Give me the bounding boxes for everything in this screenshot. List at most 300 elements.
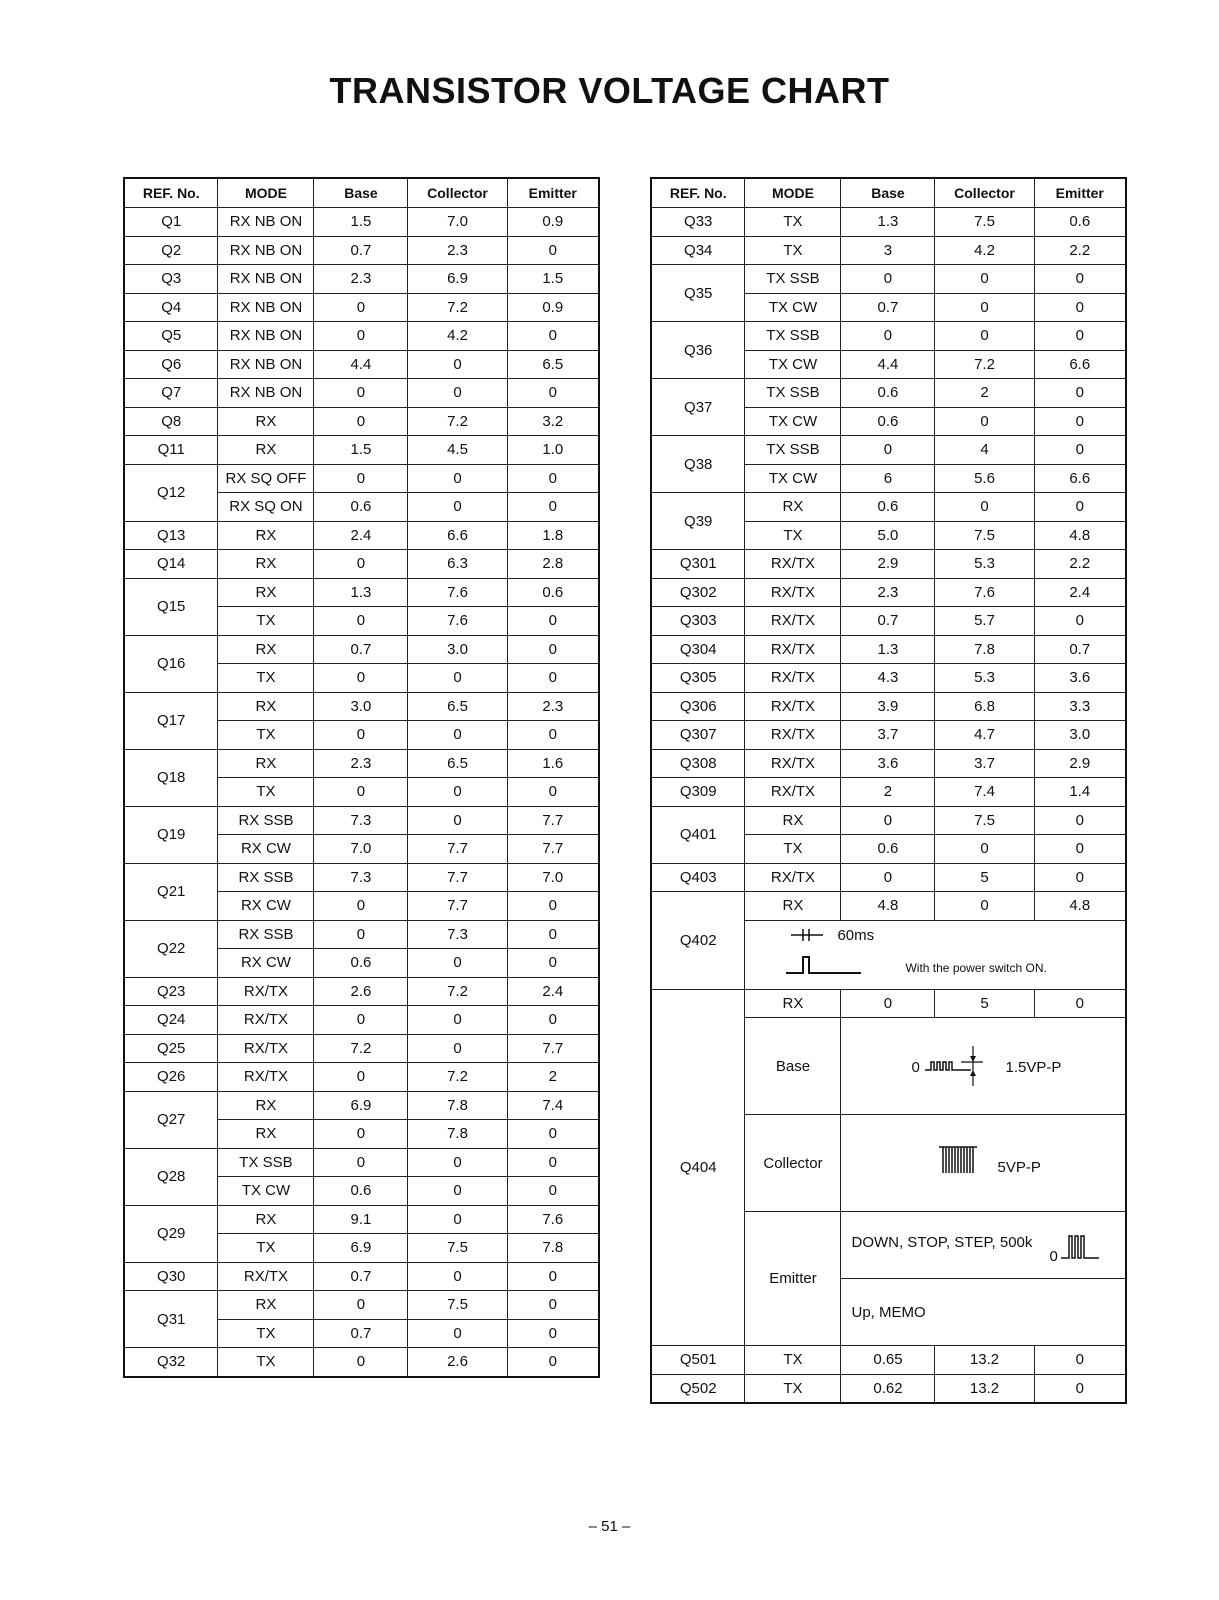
base-cell: 1.5 — [314, 208, 408, 237]
emitter-cell: 0 — [1034, 835, 1126, 864]
mode-cell: TX — [745, 521, 841, 550]
emitter-cell: 0.6 — [1034, 208, 1126, 237]
ref-cell: Q30 — [124, 1262, 218, 1291]
base-cell: 0.6 — [841, 407, 935, 436]
table-row — [124, 1205, 599, 1234]
emitter-cell: 0 — [507, 778, 599, 807]
collector-wave-cell — [841, 1115, 1126, 1212]
table-row — [651, 806, 1126, 835]
emitter-line2: Up, MEMO — [841, 1279, 1126, 1346]
collector-cell: 5 — [935, 989, 1034, 1018]
mode-cell: RX SSB — [218, 920, 314, 949]
table-header-row — [651, 178, 1126, 208]
emitter-cell: 0 — [507, 1348, 599, 1377]
base-cell: 0.7 — [314, 1262, 408, 1291]
collector-cell: 6.5 — [408, 692, 507, 721]
base-cell: 0 — [314, 920, 408, 949]
header-mode: MODE — [745, 178, 841, 208]
emitter-label: Emitter — [745, 1212, 841, 1346]
emitter-cell: 0 — [507, 493, 599, 522]
mode-cell: RX SQ OFF — [218, 464, 314, 493]
mode-cell: RX/TX — [745, 778, 841, 807]
base-cell: 2.9 — [841, 550, 935, 579]
table-row — [124, 578, 599, 607]
collector-cell: 7.2 — [935, 350, 1034, 379]
mode-cell: TX — [745, 835, 841, 864]
emitter-cell: 3.0 — [1034, 721, 1126, 750]
mode-cell: RX — [218, 1205, 314, 1234]
table-row — [651, 749, 1126, 778]
emitter-cell: 0.9 — [507, 208, 599, 237]
base-cell: 0.65 — [841, 1346, 935, 1375]
collector-cell: 7.8 — [408, 1120, 507, 1149]
base-cell: 0 — [841, 436, 935, 465]
pulse-cell — [745, 920, 1126, 989]
ref-cell: Q21 — [124, 863, 218, 920]
mode-cell: TX SSB — [745, 436, 841, 465]
base-cell: 6 — [841, 464, 935, 493]
ref-cell: Q4 — [124, 293, 218, 322]
collector-cell: 0 — [408, 1148, 507, 1177]
collector-cell: 6.5 — [408, 749, 507, 778]
emitter-cell: 1.4 — [1034, 778, 1126, 807]
collector-cell: 0 — [408, 1205, 507, 1234]
emitter-cell: 0 — [1034, 265, 1126, 294]
base-cell: 0 — [314, 407, 408, 436]
base-cell: 0 — [314, 1063, 408, 1092]
mode-cell: TX — [745, 208, 841, 237]
emitter-cell: 0.7 — [1034, 635, 1126, 664]
mode-cell: TX — [745, 1374, 841, 1403]
collector-cell: 6.6 — [408, 521, 507, 550]
table-row — [124, 293, 599, 322]
base-cell: 0 — [314, 607, 408, 636]
collector-cell: 5 — [935, 863, 1034, 892]
emitter-line1: DOWN, STOP, STEP, 500k — [851, 1234, 1033, 1251]
table-row — [124, 1034, 599, 1063]
emitter-cell: 0 — [507, 949, 599, 978]
collector-cell: 3.7 — [935, 749, 1034, 778]
base-cell: 2.3 — [314, 749, 408, 778]
mode-cell: RX CW — [218, 949, 314, 978]
emitter-cell: 0 — [1034, 1374, 1126, 1403]
mode-cell: RX/TX — [745, 607, 841, 636]
mode-cell: TX CW — [745, 293, 841, 322]
header-mode: MODE — [218, 178, 314, 208]
emitter-waveform-icon — [1059, 1230, 1103, 1266]
base-cell: 1.3 — [841, 635, 935, 664]
base-cell: 5.0 — [841, 521, 935, 550]
mode-cell: RX — [218, 749, 314, 778]
collector-cell: 7.5 — [935, 806, 1034, 835]
header-emitter: Emitter — [507, 178, 599, 208]
mode-cell: RX NB ON — [218, 322, 314, 351]
table-row — [651, 1374, 1126, 1403]
emitter-cell: 1.0 — [507, 436, 599, 465]
mode-cell: TX CW — [218, 1177, 314, 1206]
ref-cell: Q15 — [124, 578, 218, 635]
emitter-line1-cell — [841, 1212, 1126, 1279]
ref-cell: Q307 — [651, 721, 745, 750]
mode-cell: RX — [218, 1291, 314, 1320]
collector-cell: 2 — [935, 379, 1034, 408]
base-cell: 3.7 — [841, 721, 935, 750]
mode-cell: RX/TX — [218, 1034, 314, 1063]
emitter-cell: 0 — [507, 1148, 599, 1177]
table-header-row — [124, 178, 599, 208]
ref-cell: Q303 — [651, 607, 745, 636]
table-row — [651, 550, 1126, 579]
table-row — [651, 692, 1126, 721]
base-wave-label: 1.5VP-P — [1005, 1059, 1062, 1076]
ref-cell: Q12 — [124, 464, 218, 521]
emitter-cell: 0.6 — [507, 578, 599, 607]
ref-cell: Q22 — [124, 920, 218, 977]
table-row — [124, 977, 599, 1006]
collector-cell: 0 — [408, 493, 507, 522]
mode-cell: RX SSB — [218, 806, 314, 835]
table-row — [124, 236, 599, 265]
collector-cell: 7.5 — [935, 521, 1034, 550]
collector-label: Collector — [745, 1115, 841, 1212]
table-row — [124, 1091, 599, 1120]
ref-cell: Q33 — [651, 208, 745, 237]
mode-cell: RX — [218, 550, 314, 579]
collector-waveform-icon — [937, 1143, 997, 1183]
table-row — [651, 379, 1126, 408]
voltage-table-left — [123, 177, 600, 1378]
base-cell: 1.3 — [314, 578, 408, 607]
base-cell: 0.7 — [314, 1319, 408, 1348]
collector-cell: 3.0 — [408, 635, 507, 664]
mode-cell: RX SSB — [218, 863, 314, 892]
ref-cell: Q306 — [651, 692, 745, 721]
collector-cell: 0 — [408, 721, 507, 750]
table-row — [124, 1291, 599, 1320]
base-cell: 0 — [314, 778, 408, 807]
emitter-cell: 0 — [507, 1177, 599, 1206]
base-cell: 0.6 — [841, 835, 935, 864]
mode-cell: RX — [218, 1120, 314, 1149]
mode-cell: RX NB ON — [218, 236, 314, 265]
emitter-cell: 3.6 — [1034, 664, 1126, 693]
table-row — [651, 322, 1126, 351]
emitter-cell: 2.3 — [507, 692, 599, 721]
ref-cell: Q305 — [651, 664, 745, 693]
collector-cell: 7.2 — [408, 977, 507, 1006]
mode-cell: RX/TX — [745, 664, 841, 693]
table-row — [124, 1262, 599, 1291]
mode-cell: TX — [218, 607, 314, 636]
collector-wave-label: 5VP-P — [997, 1159, 1041, 1176]
ref-cell: Q19 — [124, 806, 218, 863]
base-cell: 0 — [314, 1120, 408, 1149]
base-cell: 3 — [841, 236, 935, 265]
ref-cell: Q39 — [651, 493, 745, 550]
emitter-cell: 0 — [507, 920, 599, 949]
page-number: – 51 – — [588, 1518, 631, 1535]
collector-cell: 0 — [408, 1034, 507, 1063]
table-body-right — [651, 208, 1126, 892]
mode-cell: RX — [745, 892, 841, 921]
ref-cell: Q301 — [651, 550, 745, 579]
mode-cell: RX/TX — [745, 635, 841, 664]
mode-cell: TX SSB — [218, 1148, 314, 1177]
emitter-cell: 7.8 — [507, 1234, 599, 1263]
emitter-cell: 4.8 — [1034, 521, 1126, 550]
emitter-cell: 1.8 — [507, 521, 599, 550]
base-cell: 0.6 — [314, 493, 408, 522]
ref-cell: Q302 — [651, 578, 745, 607]
emitter-cell: 0 — [1034, 407, 1126, 436]
emitter-cell: 0 — [1034, 863, 1126, 892]
base-waveform-icon — [923, 1040, 1003, 1090]
header-collector: Collector — [408, 178, 507, 208]
table-row — [651, 721, 1126, 750]
emitter-cell: 1.5 — [507, 265, 599, 294]
q404-block — [651, 989, 1126, 1346]
ref-cell: Q18 — [124, 749, 218, 806]
base-cell: 4.4 — [314, 350, 408, 379]
table-row — [651, 436, 1126, 465]
ref-cell: Q14 — [124, 550, 218, 579]
base-cell: 0 — [314, 379, 408, 408]
ref-cell: Q5 — [124, 322, 218, 351]
emitter-cell: 0 — [1034, 1346, 1126, 1375]
base-cell: 2.3 — [841, 578, 935, 607]
table-row — [651, 635, 1126, 664]
table-row — [651, 208, 1126, 237]
collector-cell: 13.2 — [935, 1346, 1034, 1375]
voltage-table-right — [650, 177, 1127, 1404]
emitter-cell: 0 — [507, 1262, 599, 1291]
mode-cell: TX — [218, 721, 314, 750]
collector-cell: 7.5 — [408, 1234, 507, 1263]
base-cell: 2.4 — [314, 521, 408, 550]
collector-cell: 4 — [935, 436, 1034, 465]
collector-cell: 0 — [408, 1262, 507, 1291]
collector-cell: 0 — [935, 835, 1034, 864]
emitter-cell: 0 — [1034, 322, 1126, 351]
collector-cell: 6.9 — [408, 265, 507, 294]
collector-cell: 2.6 — [408, 1348, 507, 1377]
header-ref: REF. No. — [651, 178, 745, 208]
mode-cell: RX/TX — [218, 1006, 314, 1035]
table-row — [651, 664, 1126, 693]
collector-cell: 7.2 — [408, 1063, 507, 1092]
collector-cell: 0 — [408, 1006, 507, 1035]
base-cell: 7.3 — [314, 806, 408, 835]
collector-cell: 7.4 — [935, 778, 1034, 807]
base-cell: 0.6 — [314, 1177, 408, 1206]
header-collector: Collector — [935, 178, 1034, 208]
emitter-cell: 2.4 — [507, 977, 599, 1006]
emitter-cell: 0 — [507, 1319, 599, 1348]
ref-cell: Q502 — [651, 1374, 745, 1403]
ref-cell: Q26 — [124, 1063, 218, 1092]
table-row — [124, 1063, 599, 1092]
mode-cell: RX — [745, 493, 841, 522]
mode-cell: RX — [218, 407, 314, 436]
emitter-cell: 0 — [507, 379, 599, 408]
base-cell: 0 — [314, 892, 408, 921]
base-cell: 1.3 — [841, 208, 935, 237]
base-cell: 3.9 — [841, 692, 935, 721]
collector-cell: 7.6 — [408, 607, 507, 636]
collector-cell: 5.6 — [935, 464, 1034, 493]
collector-cell: 7.7 — [408, 892, 507, 921]
collector-cell: 0 — [408, 1319, 507, 1348]
mode-cell: RX NB ON — [218, 379, 314, 408]
mode-cell: RX/TX — [745, 550, 841, 579]
collector-cell: 6.8 — [935, 692, 1034, 721]
collector-cell: 0 — [935, 892, 1034, 921]
base-cell: 0 — [314, 322, 408, 351]
emitter-cell: 3.3 — [1034, 692, 1126, 721]
mode-cell: RX — [745, 806, 841, 835]
table-row — [124, 265, 599, 294]
table-row — [124, 350, 599, 379]
collector-cell: 5.3 — [935, 664, 1034, 693]
header-base: Base — [841, 178, 935, 208]
table-row — [651, 863, 1126, 892]
mode-cell: RX/TX — [745, 721, 841, 750]
base-cell: 4.8 — [841, 892, 935, 921]
emitter-cell: 3.2 — [507, 407, 599, 436]
table-row — [651, 1346, 1126, 1375]
table-row — [124, 322, 599, 351]
ref-cell: Q403 — [651, 863, 745, 892]
ref-cell: Q25 — [124, 1034, 218, 1063]
base-cell: 7.0 — [314, 835, 408, 864]
table-row — [124, 379, 599, 408]
base-cell: 0 — [314, 664, 408, 693]
table-row — [124, 749, 599, 778]
table-row — [124, 208, 599, 237]
base-cell: 0 — [314, 1148, 408, 1177]
base-cell: 7.2 — [314, 1034, 408, 1063]
ref-cell: Q401 — [651, 806, 745, 863]
base-cell: 0.7 — [314, 236, 408, 265]
ref-cell: Q37 — [651, 379, 745, 436]
mode-cell: RX NB ON — [218, 293, 314, 322]
mode-cell: TX — [218, 778, 314, 807]
collector-cell: 0 — [935, 265, 1034, 294]
ref-cell: Q27 — [124, 1091, 218, 1148]
collector-cell: 0 — [408, 350, 507, 379]
emitter-cell: 0 — [1034, 493, 1126, 522]
mode-cell: TX SSB — [745, 265, 841, 294]
emitter-cell: 0 — [507, 322, 599, 351]
ref-cell: Q17 — [124, 692, 218, 749]
ref-cell: Q2 — [124, 236, 218, 265]
table-body-left — [124, 208, 599, 1377]
ref-cell: Q38 — [651, 436, 745, 493]
emitter-cell: 2.4 — [1034, 578, 1126, 607]
collector-cell: 0 — [408, 1177, 507, 1206]
collector-cell: 13.2 — [935, 1374, 1034, 1403]
base-cell: 4.4 — [841, 350, 935, 379]
base-cell: 4.3 — [841, 664, 935, 693]
table-row — [124, 863, 599, 892]
base-wave-cell — [841, 1018, 1126, 1115]
base-cell: 0.7 — [314, 635, 408, 664]
mode-cell: TX — [218, 664, 314, 693]
mode-cell: TX — [218, 1234, 314, 1263]
base-cell: 0 — [314, 1348, 408, 1377]
ref-cell: Q309 — [651, 778, 745, 807]
emitter-cell: 0 — [507, 892, 599, 921]
page-title: TRANSISTOR VOLTAGE CHART — [329, 70, 890, 111]
emitter-cell: 0 — [1034, 989, 1126, 1018]
table-row — [651, 265, 1126, 294]
base-cell: 6.9 — [314, 1091, 408, 1120]
table-row — [651, 892, 1126, 921]
table-row — [124, 692, 599, 721]
mode-cell: TX SSB — [745, 379, 841, 408]
mode-cell: TX — [218, 1319, 314, 1348]
base-cell: 0 — [314, 550, 408, 579]
collector-cell: 0 — [408, 949, 507, 978]
ref-cell: Q36 — [651, 322, 745, 379]
ref-cell: Q35 — [651, 265, 745, 322]
ref-cell: Q3 — [124, 265, 218, 294]
collector-cell: 0 — [935, 322, 1034, 351]
table-row — [124, 407, 599, 436]
base-cell: 0 — [314, 721, 408, 750]
ref-cell: Q1 — [124, 208, 218, 237]
mode-cell: TX — [745, 1346, 841, 1375]
collector-cell: 7.5 — [935, 208, 1034, 237]
emitter-cell: 0 — [507, 664, 599, 693]
table-row — [124, 806, 599, 835]
mode-cell: TX CW — [745, 464, 841, 493]
base-cell: 0 — [841, 265, 935, 294]
emitter-cell: 0 — [1034, 806, 1126, 835]
collector-cell: 4.2 — [935, 236, 1034, 265]
collector-cell: 7.7 — [408, 835, 507, 864]
header-ref: REF. No. — [124, 178, 218, 208]
mode-cell: RX — [218, 436, 314, 465]
collector-cell: 7.0 — [408, 208, 507, 237]
base-cell: 0 — [841, 322, 935, 351]
base-cell: 0 — [314, 293, 408, 322]
emitter-cell: 2.9 — [1034, 749, 1126, 778]
collector-cell: 0 — [935, 407, 1034, 436]
table-row — [124, 1148, 599, 1177]
mode-cell: RX — [218, 578, 314, 607]
collector-cell: 4.5 — [408, 436, 507, 465]
ref-cell: Q23 — [124, 977, 218, 1006]
emitter-cell: 0 — [1034, 607, 1126, 636]
q402-block — [651, 892, 1126, 990]
emitter-cell: 0 — [1034, 293, 1126, 322]
emitter-cell: 0 — [507, 464, 599, 493]
ref-cell: Q304 — [651, 635, 745, 664]
base-cell: 0 — [314, 1006, 408, 1035]
mode-cell: RX/TX — [218, 1262, 314, 1291]
base-cell: 9.1 — [314, 1205, 408, 1234]
ref-cell: Q6 — [124, 350, 218, 379]
mode-cell: RX — [218, 692, 314, 721]
header-base: Base — [314, 178, 408, 208]
collector-cell: 4.2 — [408, 322, 507, 351]
pulse-width-label: 60ms — [837, 926, 875, 944]
emitter-cell: 0 — [507, 635, 599, 664]
ref-cell: Q308 — [651, 749, 745, 778]
ref-cell: Q32 — [124, 1348, 218, 1377]
emitter-cell: 1.6 — [507, 749, 599, 778]
